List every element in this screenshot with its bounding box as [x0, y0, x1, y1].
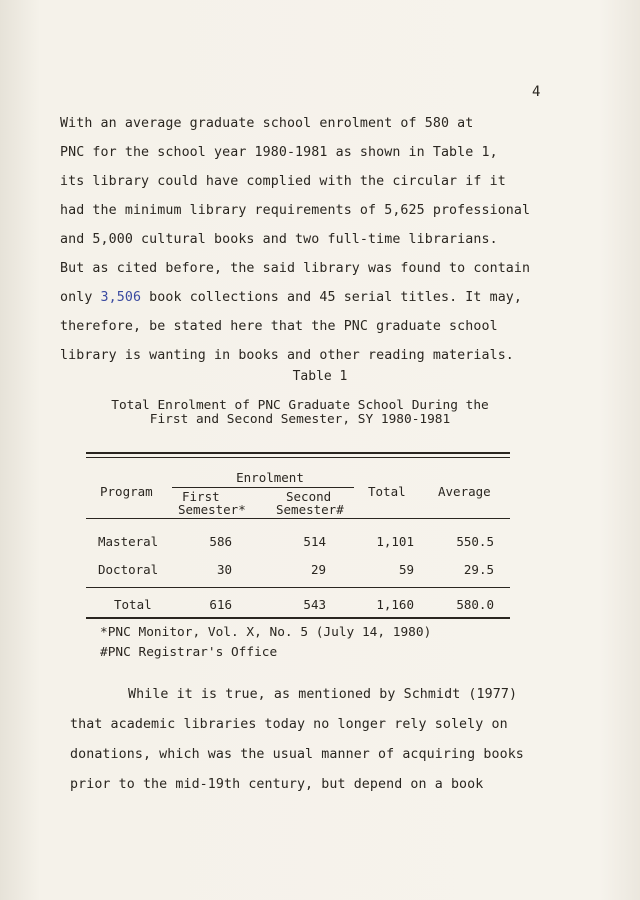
text-line [60, 283, 580, 312]
header-first-semester: First [182, 489, 220, 504]
table-bottom-rule [86, 617, 510, 619]
cell-second: 543 [303, 597, 326, 612]
header-bottom-rule [86, 518, 510, 519]
table-title [80, 399, 520, 427]
table-caption: Table 1 [292, 369, 348, 384]
table-title-line: First and Second Semester, SY 1980-1981 [149, 412, 451, 427]
total-top-rule [86, 587, 510, 588]
text-line: With an average graduate school enrolment of 580 at [60, 116, 474, 131]
handwritten-number: 3,506 [100, 290, 142, 305]
text-line: While it is true, as mentioned by Schmidt (1977) [128, 687, 518, 702]
table-top-rule [86, 457, 510, 458]
cell-first: 30 [216, 562, 232, 577]
header-program: Program [100, 484, 153, 499]
text-fragment: only [60, 290, 101, 305]
cell-first: 616 [209, 597, 232, 612]
cell-program: Doctoral [98, 562, 159, 577]
cell-program: Total [114, 597, 152, 612]
cell-average: 580.0 [456, 597, 494, 612]
text-line: library is wanting in books and other reading materials. [60, 348, 514, 363]
cell-second: 514 [303, 534, 326, 549]
text-line: had the minimum library requirements of 5,625 professional [60, 203, 531, 218]
text-fragment: book collections and 45 serial titles. It may, [141, 290, 523, 305]
cell-program: Masteral [98, 534, 159, 549]
header-divider [172, 487, 354, 488]
cell-total: 1,101 [376, 534, 414, 549]
footnote: #PNC Registrar's Office [100, 645, 278, 660]
header-enrolment: Enrolment [236, 470, 304, 485]
text-line: that academic libraries today no longer rely solely on [70, 717, 508, 732]
text-line: and 5,000 cultural books and two full-time librarians. [60, 232, 498, 247]
header-average: Average [438, 484, 491, 499]
paragraph-2 [70, 680, 590, 800]
page-number: 4 [532, 84, 541, 100]
table-top-rule [86, 452, 510, 454]
paragraph-1 [60, 109, 580, 370]
text-line: therefore, be stated here that the PNC graduate school [60, 319, 498, 334]
text-line: donations, which was the usual manner of acquiring books [70, 747, 524, 762]
header-total: Total [368, 484, 406, 499]
text-line: PNC for the school year 1980-1981 as shown in Table 1, [60, 145, 498, 160]
table-notes [100, 623, 431, 663]
cell-average: 550.5 [456, 534, 494, 549]
cell-total: 59 [398, 562, 414, 577]
header-first-semester: Semester* [178, 502, 246, 517]
text-line: prior to the mid-19th century, but depend on a book [70, 777, 484, 792]
header-second-semester: Semester# [276, 502, 344, 517]
text-line: But as cited before, the said library was found to contain [60, 261, 531, 276]
cell-first: 586 [209, 534, 232, 549]
cell-total: 1,160 [376, 597, 414, 612]
table-title-line: Total Enrolment of PNC Graduate School During the [111, 398, 489, 413]
footnote: *PNC Monitor, Vol. X, No. 5 (July 14, 1980) [100, 625, 432, 640]
header-second-semester: Second [286, 489, 332, 504]
cell-second: 29 [310, 562, 326, 577]
text-line: its library could have complied with the circular if it [60, 174, 506, 189]
cell-average: 29.5 [463, 562, 494, 577]
